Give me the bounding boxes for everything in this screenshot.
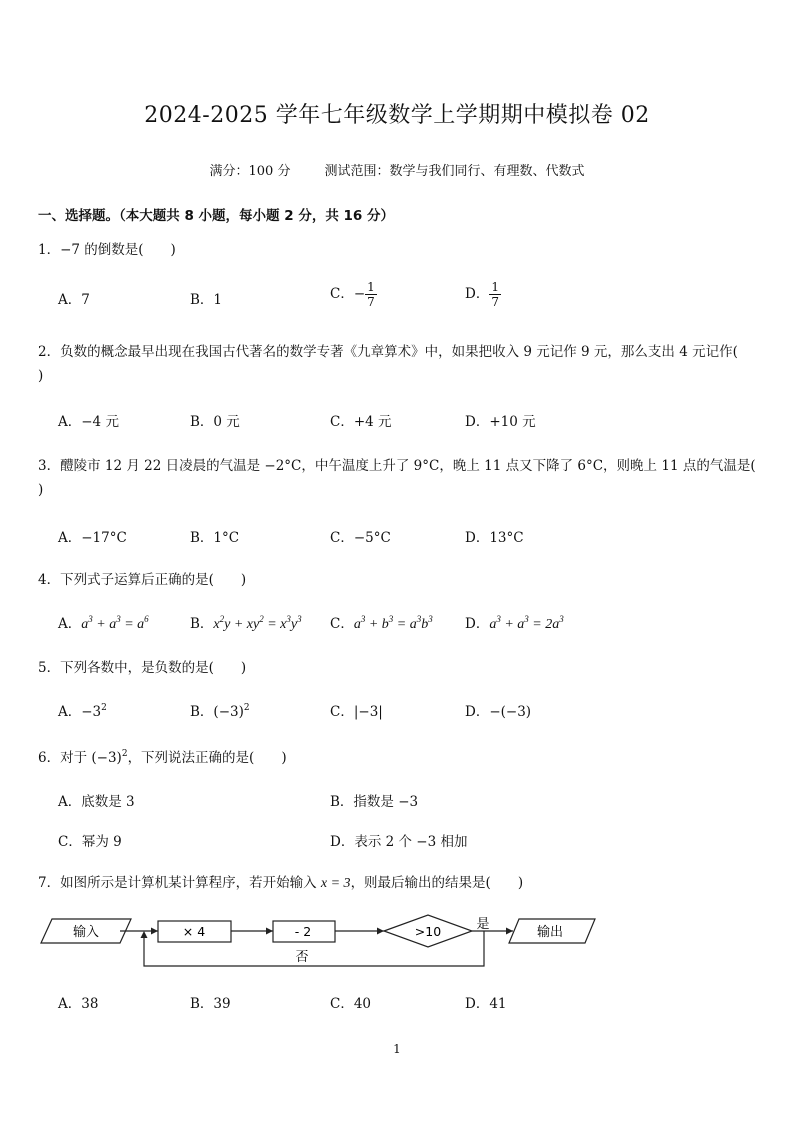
q4-option-c: C．$a^3 + b^3 = a^3b^3$ [330, 614, 433, 632]
question-1-stem: 1．−7 的倒数是( ) [38, 242, 176, 258]
q6-option-b: B．指数是 −3 [330, 794, 419, 810]
q1-option-a: A．7 [58, 292, 90, 308]
multiply-label: × 4 [182, 924, 206, 939]
yes-label: 是 [476, 917, 490, 932]
q5-option-d: D．−(−3) [465, 704, 532, 720]
flowchart-diagram [0, 905, 794, 975]
q7-option-b: B．39 [190, 996, 231, 1012]
q2-option-a: A．−4 元 [58, 414, 119, 430]
q4-option-b: B．$x^2y + xy^2 = x^3y^3$ [190, 614, 302, 632]
q6-option-d: D．表示 2 个 −3 相加 [330, 834, 468, 850]
subtract-label: - 2 [294, 924, 312, 939]
input-label: 输入 [72, 925, 100, 940]
fraction: $\frac{1}{7}$ [367, 280, 375, 309]
question-6-stem: 6．对于 $(-3)^2$，下列说法正确的是( ) [38, 749, 287, 766]
q2-option-b: B．0 元 [190, 414, 240, 430]
question-2-stem-cont: ) [38, 368, 44, 384]
q3-option-c: C．−5°C [330, 530, 391, 546]
q4-option-a: A．$a^3 + a^3 = a^6$ [58, 614, 149, 632]
q2-option-c: C．+4 元 [330, 414, 392, 430]
q3-option-a: A．−17°C [58, 530, 127, 546]
q1-option-d: D． $\frac{1}{7}$ [465, 280, 499, 309]
question-3-stem: 3．醴陵市 12 月 22 日凌晨的气温是 −2°C，中午温度上升了 9°C，晚上 11 点又下降了 6°C，则晚上 11 点的气温是( [38, 458, 756, 474]
q5-option-b: B．$(-3)^2$ [190, 703, 250, 720]
q7-option-c: C．40 [330, 996, 372, 1012]
output-label: 输出 [536, 925, 564, 940]
q7-option-d: D．41 [465, 996, 507, 1012]
question-2-stem: 2．负数的概念最早出现在我国古代著名的数学专著《九章算术》中，如果把收入 9 元记作 9 元，那么支出 4 元记作( [38, 344, 738, 360]
question-4-stem: 4．下列式子运算后正确的是( ) [38, 572, 247, 588]
q7-option-a: A．38 [58, 996, 99, 1012]
q1-option-b: B．1 [190, 292, 223, 308]
arrowhead [506, 928, 513, 935]
page-title: 2024-2025 学年七年级数学上学期期中模拟卷 02 [144, 103, 650, 128]
page-number: 1 [393, 1042, 401, 1056]
arrowhead [151, 928, 158, 935]
q3-option-d: D．13°C [465, 530, 524, 546]
decision-label: >10 [414, 924, 442, 939]
question-3-stem-cont: ) [38, 482, 44, 498]
q1-option-c: C．− $\frac{1}{7}$ [330, 280, 375, 309]
q5-option-a: A．$-3^2$ [58, 703, 107, 720]
q4-option-d: D．$a^3 + a^3 = 2a^3$ [465, 614, 564, 632]
section-heading: 一、选择题。（本大题共 8 小题，每小题 2 分，共 16 分） [38, 208, 395, 224]
q5-option-c: C．|−3| [330, 704, 383, 720]
q6-option-c: C．幂为 9 [58, 834, 122, 850]
q3-option-b: B．1°C [190, 530, 240, 546]
q2-option-d: D．+10 元 [465, 414, 536, 430]
test-scope: 测试范围：数学与我们同行、有理数、代数式 [324, 164, 585, 179]
question-7-stem: 7．如图所示是计算机某计算程序，若开始输入 x = 3，则最后输出的结果是( ) [38, 875, 524, 891]
full-score: 满分：100 分 [209, 164, 291, 179]
question-5-stem: 5．下列各数中，是负数的是( ) [38, 660, 247, 676]
no-label: 否 [295, 950, 309, 965]
fraction: $\frac{1}{7}$ [491, 280, 499, 309]
q6-option-a: A．底数是 3 [58, 794, 135, 810]
arrowhead [266, 928, 273, 935]
exam-meta [0, 160, 794, 179]
arrowhead [141, 931, 148, 938]
